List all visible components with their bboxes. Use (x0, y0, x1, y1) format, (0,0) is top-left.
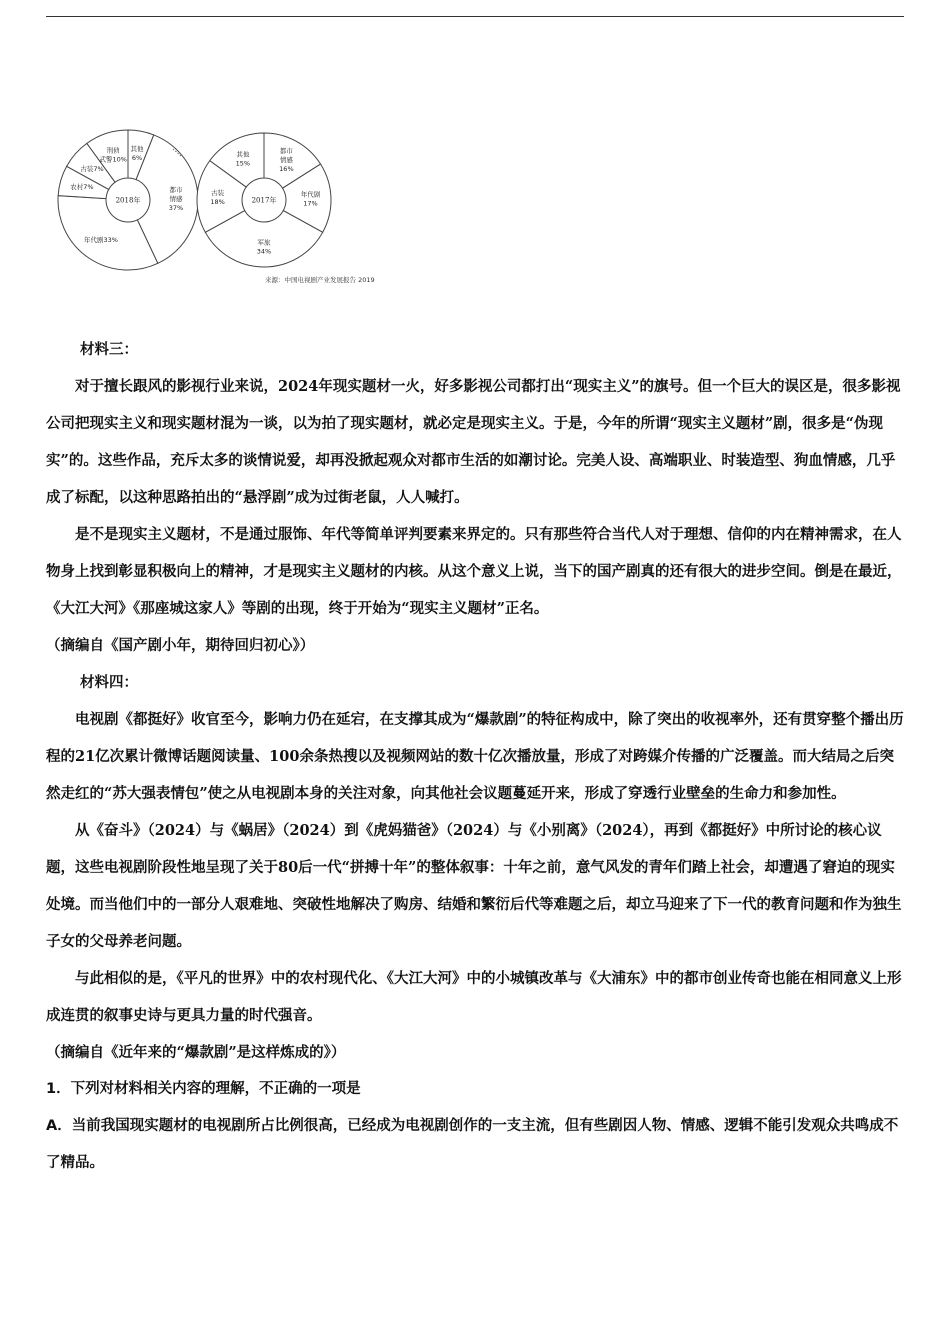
document-body (46, 331, 904, 1182)
slice-label: 年代剧 17% (300, 190, 321, 208)
material-3-title: 材料三： (80, 341, 138, 358)
material-3-para-1: 对于擅长跟风的影视行业来说，2024年现实题材一火，好多影视公司都打出“现实主义”的旗号。但一个巨大的误区是，很多影视公司把现实主义和现实题材混为一谈，以为拍了现实题材，就必定是现实主义。于是，今年的所谓“现实主义题材”剧，很多是“伪现实”的。这些作品，充斥太多的谈情说爱，却再没掀起观众对都市生活的如潮讨论。完美人设、高端职业、时装造型、狗血情感，几乎成了标配，以这种思路拍出的“悬浮剧”成为过街老鼠，人人喊打。 (46, 378, 901, 506)
material-4-para-3: 与此相似的是，《平凡的世界》中的农村现代化、《大江大河》中的小城镇改革与《大浦东》中的都市创业传奇也能在相同意义上形成连贯的叙事史诗与更具力量的时代强音。 (46, 970, 902, 1024)
slice-label: 刑侦武警10% (99, 146, 127, 164)
question-1-option-a: A．当前我国现实题材的电视剧所占比例很高，已经成为电视剧创作的一支主流，但有些剧因人物、情感、逻辑不能引发观众共鸣成不了精品。 (46, 1118, 899, 1171)
chart-source: 来源：中国电视剧产业发展报告 2019 (265, 276, 375, 284)
slice-label: 都市情感 16% (279, 146, 294, 173)
donut-charts (55, 128, 415, 288)
header-rule (46, 16, 904, 17)
pie-charts-figure (55, 128, 415, 288)
material-3-para-2: 是不是现实主义题材，不是通过服饰、年代等简单评判要素来界定的。只有那些符合当代人对于理想、信仰的内在精神需求，在人物身上找到彰显积极向上的精神，才是现实主义题材的内核。从这个意义上说，当下的国产剧真的还有很大的进步空间。倒是在最近，《大江大河》《那座城这家人》等剧的出现，终于开始为“现实主义题材”正名。 (46, 526, 902, 617)
material-3-source: （摘编自《国产剧小年，期待回归初心》） (46, 637, 315, 654)
material-4-title: 材料四： (80, 674, 138, 691)
material-4-para-2: 从《奋斗》（2024）与《蜗居》（2024）到《虎妈猫爸》（2024）与《小别离》（2024），再到《都挺好》中所讨论的核心议题，这些电视剧阶段性地呈现了关于80后一代“拼搏十年”的整体叙事：十年之前，意气风发的青年们踏上社会，却遭遇了窘迫的现实处境。而当他们中的一部分人艰难地、突破性地解决了购房、结婚和繁衍后代等难题之后，却立马迎来了下一代的教育问题和作为独生子女的父母养老问题。 (46, 822, 902, 950)
chart-center-year: 2017年 (251, 196, 277, 205)
slice-label: 年代剧33% (84, 236, 118, 245)
material-4-para-1: 电视剧《都挺好》收官至今，影响力仍在延宕，在支撑其成为“爆款剧”的特征构成中，除了突出的收视率外，还有贯穿整个播出历程的21亿次累计微博话题阅读量、100余条热搜以及视频网站的数十亿次播放量，形成了对跨媒介传播的广泛覆盖。而大结局之后突然走红的“苏大强表情包”使之从电视剧本身的关注对象，向其他社会议题蔓延开来，形成了穿透行业壁垒的生命力和参加性。 (46, 711, 904, 802)
slice-label: 其他 6% (130, 144, 144, 162)
slice-label: 古装 18% (210, 189, 225, 207)
pie-slice (58, 196, 158, 270)
slice-label: 都市情感 37% (168, 185, 184, 212)
slice-label: 农村7% (70, 183, 94, 192)
chart-center-year: 2018年 (115, 196, 141, 205)
slice-label: 古装7% (80, 164, 104, 173)
question-1: 1．下列对材料相关内容的理解，不正确的一项是 (46, 1081, 361, 1097)
material-4-source: （摘编自《近年来的“爆款剧”是这样炼成的》） (46, 1044, 346, 1061)
slice-label: 其他 15% (235, 150, 251, 168)
slice-label: 军旅 34% (256, 238, 272, 256)
